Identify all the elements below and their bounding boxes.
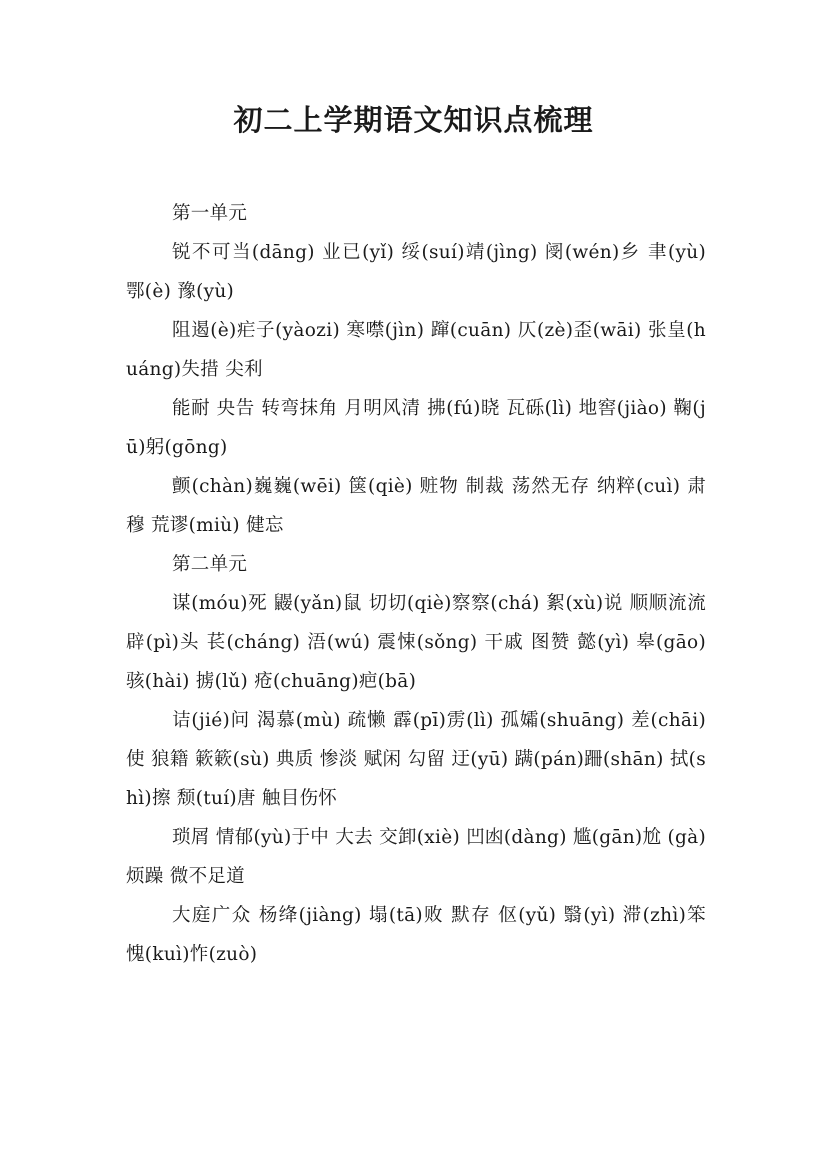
document-title: 初二上学期语文知识点梳理 (233, 103, 594, 137)
vocab-paragraph: 谋(móu)死 鼹(yǎn)鼠 切切(qiè)察察(chá) 絮(xù)说 顺顺流流 辟(pì)头 苌(cháng) 浯(wú) 震悚(sǒng) 干戚 图赞 懿(yì) 皋(gāo) 骇(hài) 掳(lǔ) 疮(chuāng)疤(bā) (126, 593, 706, 692)
vocab-paragraph: 琐屑 情郁(yù)于中 大去 交卸(xiè) 凹凼(dàng) 尴(gān)尬 (gà) 烦躁 微不足道 (126, 827, 706, 887)
document-body (126, 194, 706, 974)
vocab-paragraph: 大庭广众 杨绛(jiàng) 塌(tā)败 默存 伛(yǔ) 翳(yì) 滞(zhì)笨 愧(kuì)怍(zuò) (126, 905, 706, 965)
unit-heading: 第二单元 (172, 554, 248, 575)
vocab-paragraph: 能耐 央告 转弯抹角 月明风清 拂(fú)晓 瓦砾(lì) 地窖(jiào) 鞠(jū)躬(gōng) (126, 398, 706, 458)
vocab-paragraph: 颤(chàn)巍巍(wēi) 箧(qiè) 赃物 制裁 荡然无存 纳粹(cuì) 肃穆 荒谬(miù) 健忘 (126, 476, 706, 536)
vocab-paragraph: 诘(jié)问 渴慕(mù) 疏懒 霹(pī)雳(lì) 孤孀(shuāng) 差(chāi)使 狼籍 簌簌(sù) 典质 惨淡 赋闲 勾留 迂(yū) 蹒(pán)跚(shān) 拭(shì)擦 颓(tuí)唐 触目伤怀 (126, 710, 706, 809)
unit-heading: 第一单元 (172, 203, 248, 224)
vocab-paragraph: 锐不可当(dāng) 业已(yǐ) 绥(suí)靖(jìng) 阌(wén)乡 聿(yù) 鄂(è) 豫(yù) (126, 242, 706, 302)
vocab-paragraph: 阻遏(è)疟子(yàozi) 寒噤(jìn) 蹿(cuān) 仄(zè)歪(wāi) 张皇(huáng)失措 尖利 (126, 320, 706, 380)
